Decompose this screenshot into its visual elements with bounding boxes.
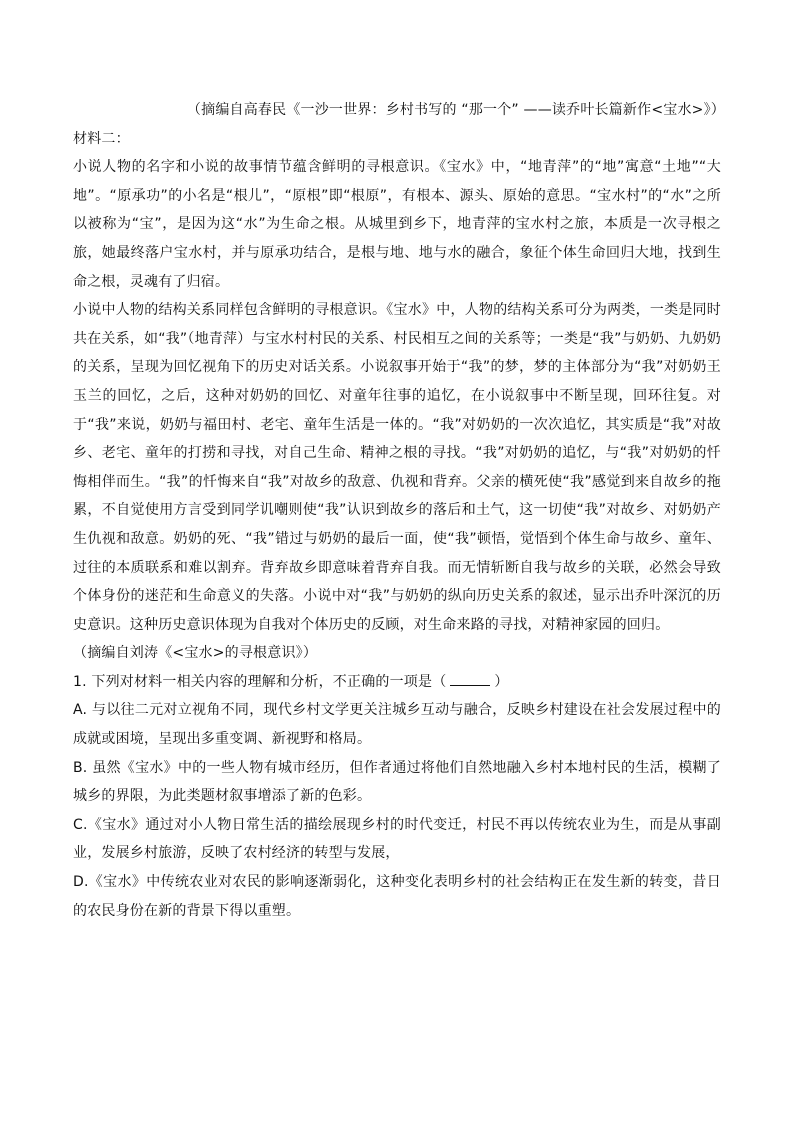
- option-a: A. 与以往二元对立视角不同，现代乡村文学更关注城乡互动与融合，反映乡村建设在社会发展过程中的成就或困境，呈现出多重变调、新视野和格局。: [73, 702, 721, 748]
- paragraph-2: 小说中人物的结构关系同样包含鲜明的寻根意识。《宝水》中，人物的结构关系可分为两类，一类是同时共在关系，如“我”（地青萍）与宝水村村民的关系、村民相互之间的关系等；一类是“我”与奶奶、九奶奶的关系，呈现为回忆视角下的历史对话关系。小说叙事开始于“我”的梦，梦的主体部分为“我”对奶奶王玉兰的回忆，之后，这种对奶奶的回忆、对童年往事的追忆，在小说叙事中不断呈现，回环往复。对于“我”来说，奶奶与福田村、老宅、童年生活是一体的。“我”对奶奶的一次次追忆，其实质是“我”对故乡、老宅、童年的打捞和寻找，对自己生命、精神之根的寻找。“我”对奶奶的追忆，与“我”对奶奶的忏悔相伴而生。“我”的忏悔来自“我”对故乡的敌意、仇视和背弃。父亲的横死使“我”感觉到来自故乡的拖累，不自觉使用方言受到同学讥嘲则使“我”认识到故乡的落后和土气，这一切使“我”对故乡、对奶奶产生仇视和敌意。奶奶的死、“我”错过与奶奶的最后一面，使“我”顿悟，觉悟到个体生命与故乡、童年、过往的本质联系和难以割弃。背弃故乡即意味着背弃自我。而无情斩断自我与故乡的关联，必然会导致个体身份的迷茫和生命意义的失落。小说中对“我”与奶奶的纵向历史关系的叙述，显示出乔叶深沉的历史意识。这种历史意识体现为自我对个体历史的反顾，对生命来路的寻找，对精神家园的回归。: [73, 302, 721, 633]
- question-1: [73, 668, 721, 697]
- question-1-text: 1. 下列对材料一相关内容的理解和分析，不正确的一项是（: [73, 673, 447, 690]
- source-citation-material-1: （摘编自高春民《一沙一世界：乡村书写的 “那一个” ——读乔叶长篇新作<宝水>》）: [186, 102, 725, 118]
- answer-blank[interactable]: [450, 671, 490, 686]
- option-c: C.《宝水》通过对小人物日常生活的描绘展现乡村的时代变迁，村民不再以传统农业为生，而是从事副业，发展乡村旅游，反映了农村经济的转型与发展，: [73, 816, 721, 862]
- option-d: D.《宝水》中传统农业对农民的影响逐渐弱化，这种变化表明乡村的社会结构正在发生新的转变，昔日的农民身份在新的背景下得以重塑。: [73, 874, 721, 919]
- question-1-close: ）: [494, 673, 509, 690]
- material-2-heading: 材料二：: [73, 130, 130, 147]
- option-b: B. 虽然《宝水》中的一些人物有城市经历，但作者通过将他们自然地融入乡村本地村民的生活，模糊了城乡的界限，为此类题材叙事增添了新的色彩。: [73, 759, 721, 805]
- document-page: [73, 96, 725, 925]
- source-citation-material-2: （摘编自刘涛《<宝水>的寻根意识》）: [73, 645, 318, 662]
- paragraph-1: 小说人物的名字和小说的故事情节蕴含鲜明的寻根意识。《宝水》中，“地青萍”的“地”寓意“土地”“大地”。“原承功”的小名是“根儿”，“原根”即“根原”，有根本、源头、原始的意思。“宝水村”的“水”之所以被称为“宝”，是因为这“水”为生命之根。从城里到乡下，地青萍的宝水村之旅，本质是一次寻根之旅，她最终落户宝水村，并与原承功结合，是根与地、地与水的融合，象征个体生命回归大地，找到生命之根，灵魂有了归宿。: [73, 159, 721, 290]
